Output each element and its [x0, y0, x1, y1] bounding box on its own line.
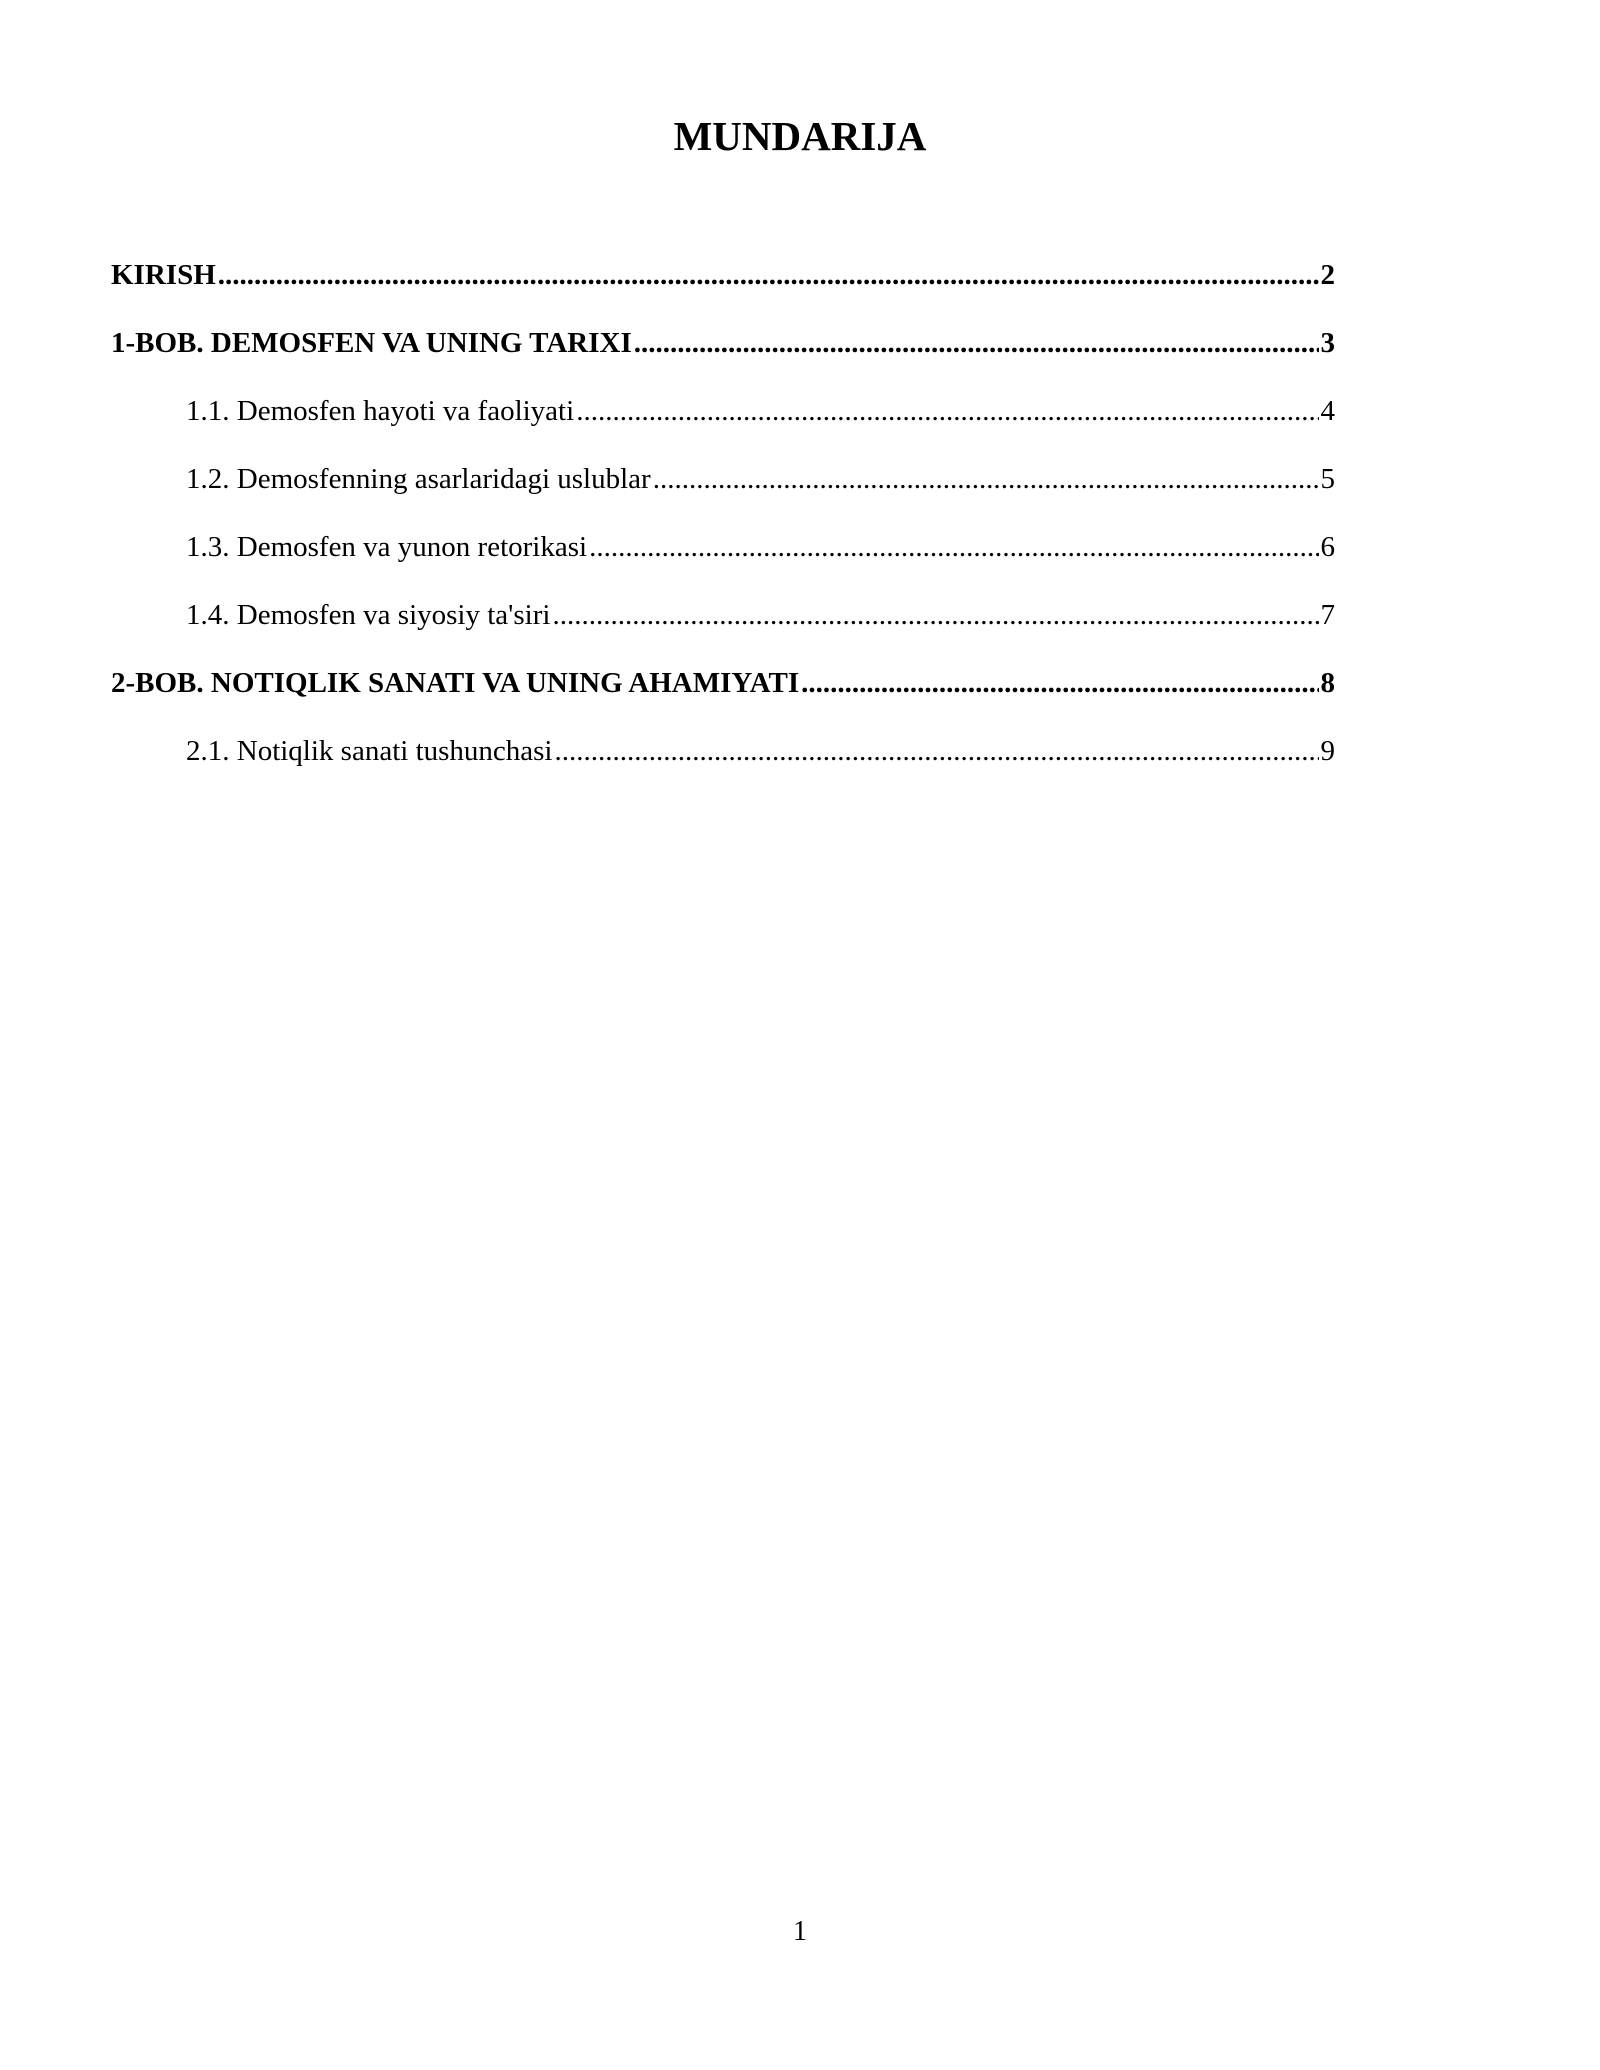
page-title: MUNDARIJA — [673, 113, 927, 159]
toc-entry-label: 1.2. Demosfenning asarlaridagi uslublar — [186, 463, 651, 495]
toc-dot-leader — [653, 454, 1319, 504]
toc-entry-label: 2.1. Notiqlik sanati tushunchasi — [186, 735, 553, 767]
toc-entry-kirish[interactable] — [111, 250, 1335, 318]
toc-entry-page: 3 — [1320, 327, 1335, 359]
page-number: 1 — [793, 1916, 807, 1947]
toc-entry-label: KIRISH — [111, 259, 216, 291]
toc-entry-page: 7 — [1320, 599, 1335, 631]
toc-entry-label: 1.4. Demosfen va siyosiy ta'siri — [186, 599, 551, 631]
toc-dot-leader — [555, 726, 1319, 776]
toc-entry-page: 9 — [1320, 735, 1335, 767]
table-of-contents — [111, 250, 1335, 794]
toc-dot-leader — [218, 250, 1319, 300]
toc-entry-section-1-4[interactable] — [111, 590, 1335, 658]
toc-entry-section-1-1[interactable] — [111, 386, 1335, 454]
toc-entry-page: 8 — [1320, 667, 1335, 699]
toc-dot-leader — [634, 318, 1319, 368]
toc-entry-section-1-3[interactable] — [111, 522, 1335, 590]
toc-entry-page: 6 — [1320, 531, 1335, 563]
toc-entry-label: 1-BOB. DEMOSFEN VA UNING TARIXI — [111, 327, 632, 359]
toc-entry-page: 2 — [1320, 259, 1335, 291]
toc-entry-chapter-2[interactable] — [111, 658, 1335, 726]
toc-entry-chapter-1[interactable] — [111, 318, 1335, 386]
toc-dot-leader — [589, 522, 1318, 572]
toc-entry-section-1-2[interactable] — [111, 454, 1335, 522]
toc-entry-section-2-1[interactable] — [111, 726, 1335, 794]
toc-dot-leader — [801, 658, 1318, 708]
toc-entry-label: 1.3. Demosfen va yunon retorikasi — [186, 531, 588, 563]
toc-dot-leader — [552, 590, 1318, 640]
toc-dot-leader — [576, 386, 1318, 436]
toc-entry-page: 4 — [1320, 395, 1335, 427]
toc-entry-label: 2-BOB. NOTIQLIK SANATI VA UNING AHAMIYATI — [111, 667, 800, 699]
toc-entry-page: 5 — [1320, 463, 1335, 495]
toc-entry-label: 1.1. Demosfen hayoti va faoliyati — [186, 395, 575, 427]
